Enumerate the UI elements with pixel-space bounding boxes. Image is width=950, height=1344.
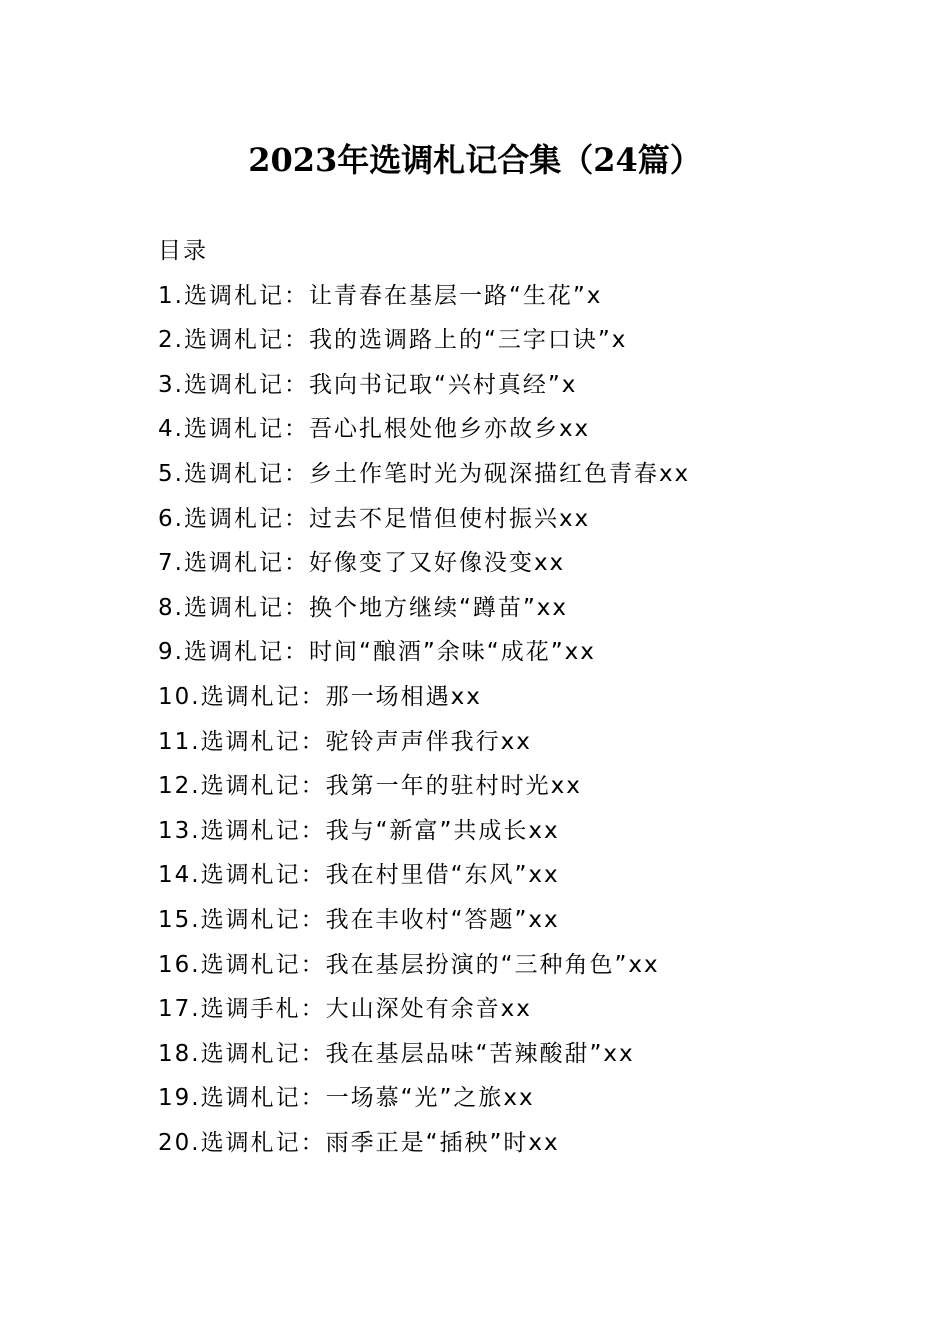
table-of-contents xyxy=(158,229,858,1165)
toc-item-12: 12.选调札记：我第一年的驻村时光xx xyxy=(158,773,582,800)
toc-item-1: 1.选调札记：让青春在基层一路“生花”x xyxy=(158,282,603,309)
toc-item-13: 13.选调札记：我与“新富”共成长xx xyxy=(158,817,560,844)
toc-item-4: 4.选调札记：吾心扎根处他乡亦故乡xx xyxy=(158,416,591,443)
document-title: 2023年选调札记合集（24篇） xyxy=(248,141,702,179)
toc-item-15: 15.选调札记：我在丰收村“答题”xx xyxy=(158,906,560,933)
toc-item-2: 2.选调札记：我的选调路上的“三字口诀”x xyxy=(158,327,628,354)
toc-item-11: 11.选调札记：驼铃声声伴我行xx xyxy=(158,728,532,755)
toc-item-3: 3.选调札记：我向书记取“兴村真经”x xyxy=(158,371,578,398)
toc-item-14: 14.选调札记：我在村里借“东风”xx xyxy=(158,862,560,889)
toc-list xyxy=(158,274,858,1166)
toc-item-19: 19.选调札记：一场慕“光”之旅xx xyxy=(158,1085,535,1112)
toc-item-18: 18.选调札记：我在基层品味“苦辣酸甜”xx xyxy=(158,1040,635,1067)
toc-item-8: 8.选调札记：换个地方继续“蹲苗”xx xyxy=(158,594,568,621)
toc-item-17: 17.选调手札：大山深处有余音xx xyxy=(158,996,532,1023)
toc-item-10: 10.选调札记：那一场相遇xx xyxy=(158,683,482,710)
toc-item-20: 20.选调札记：雨季正是“插秧”时xx xyxy=(158,1129,560,1156)
toc-item-6: 6.选调札记：过去不足惜但使村振兴xx xyxy=(158,505,591,532)
toc-item-16: 16.选调札记：我在基层扮演的“三种角色”xx xyxy=(158,951,660,978)
toc-heading: 目录 xyxy=(158,238,208,264)
toc-item-7: 7.选调札记：好像变了又好像没变xx xyxy=(158,550,566,577)
toc-item-9: 9.选调札记：时间“酿酒”余味“成花”xx xyxy=(158,639,596,666)
toc-item-5: 5.选调札记：乡土作笔时光为砚深描红色青春xx xyxy=(158,460,691,487)
